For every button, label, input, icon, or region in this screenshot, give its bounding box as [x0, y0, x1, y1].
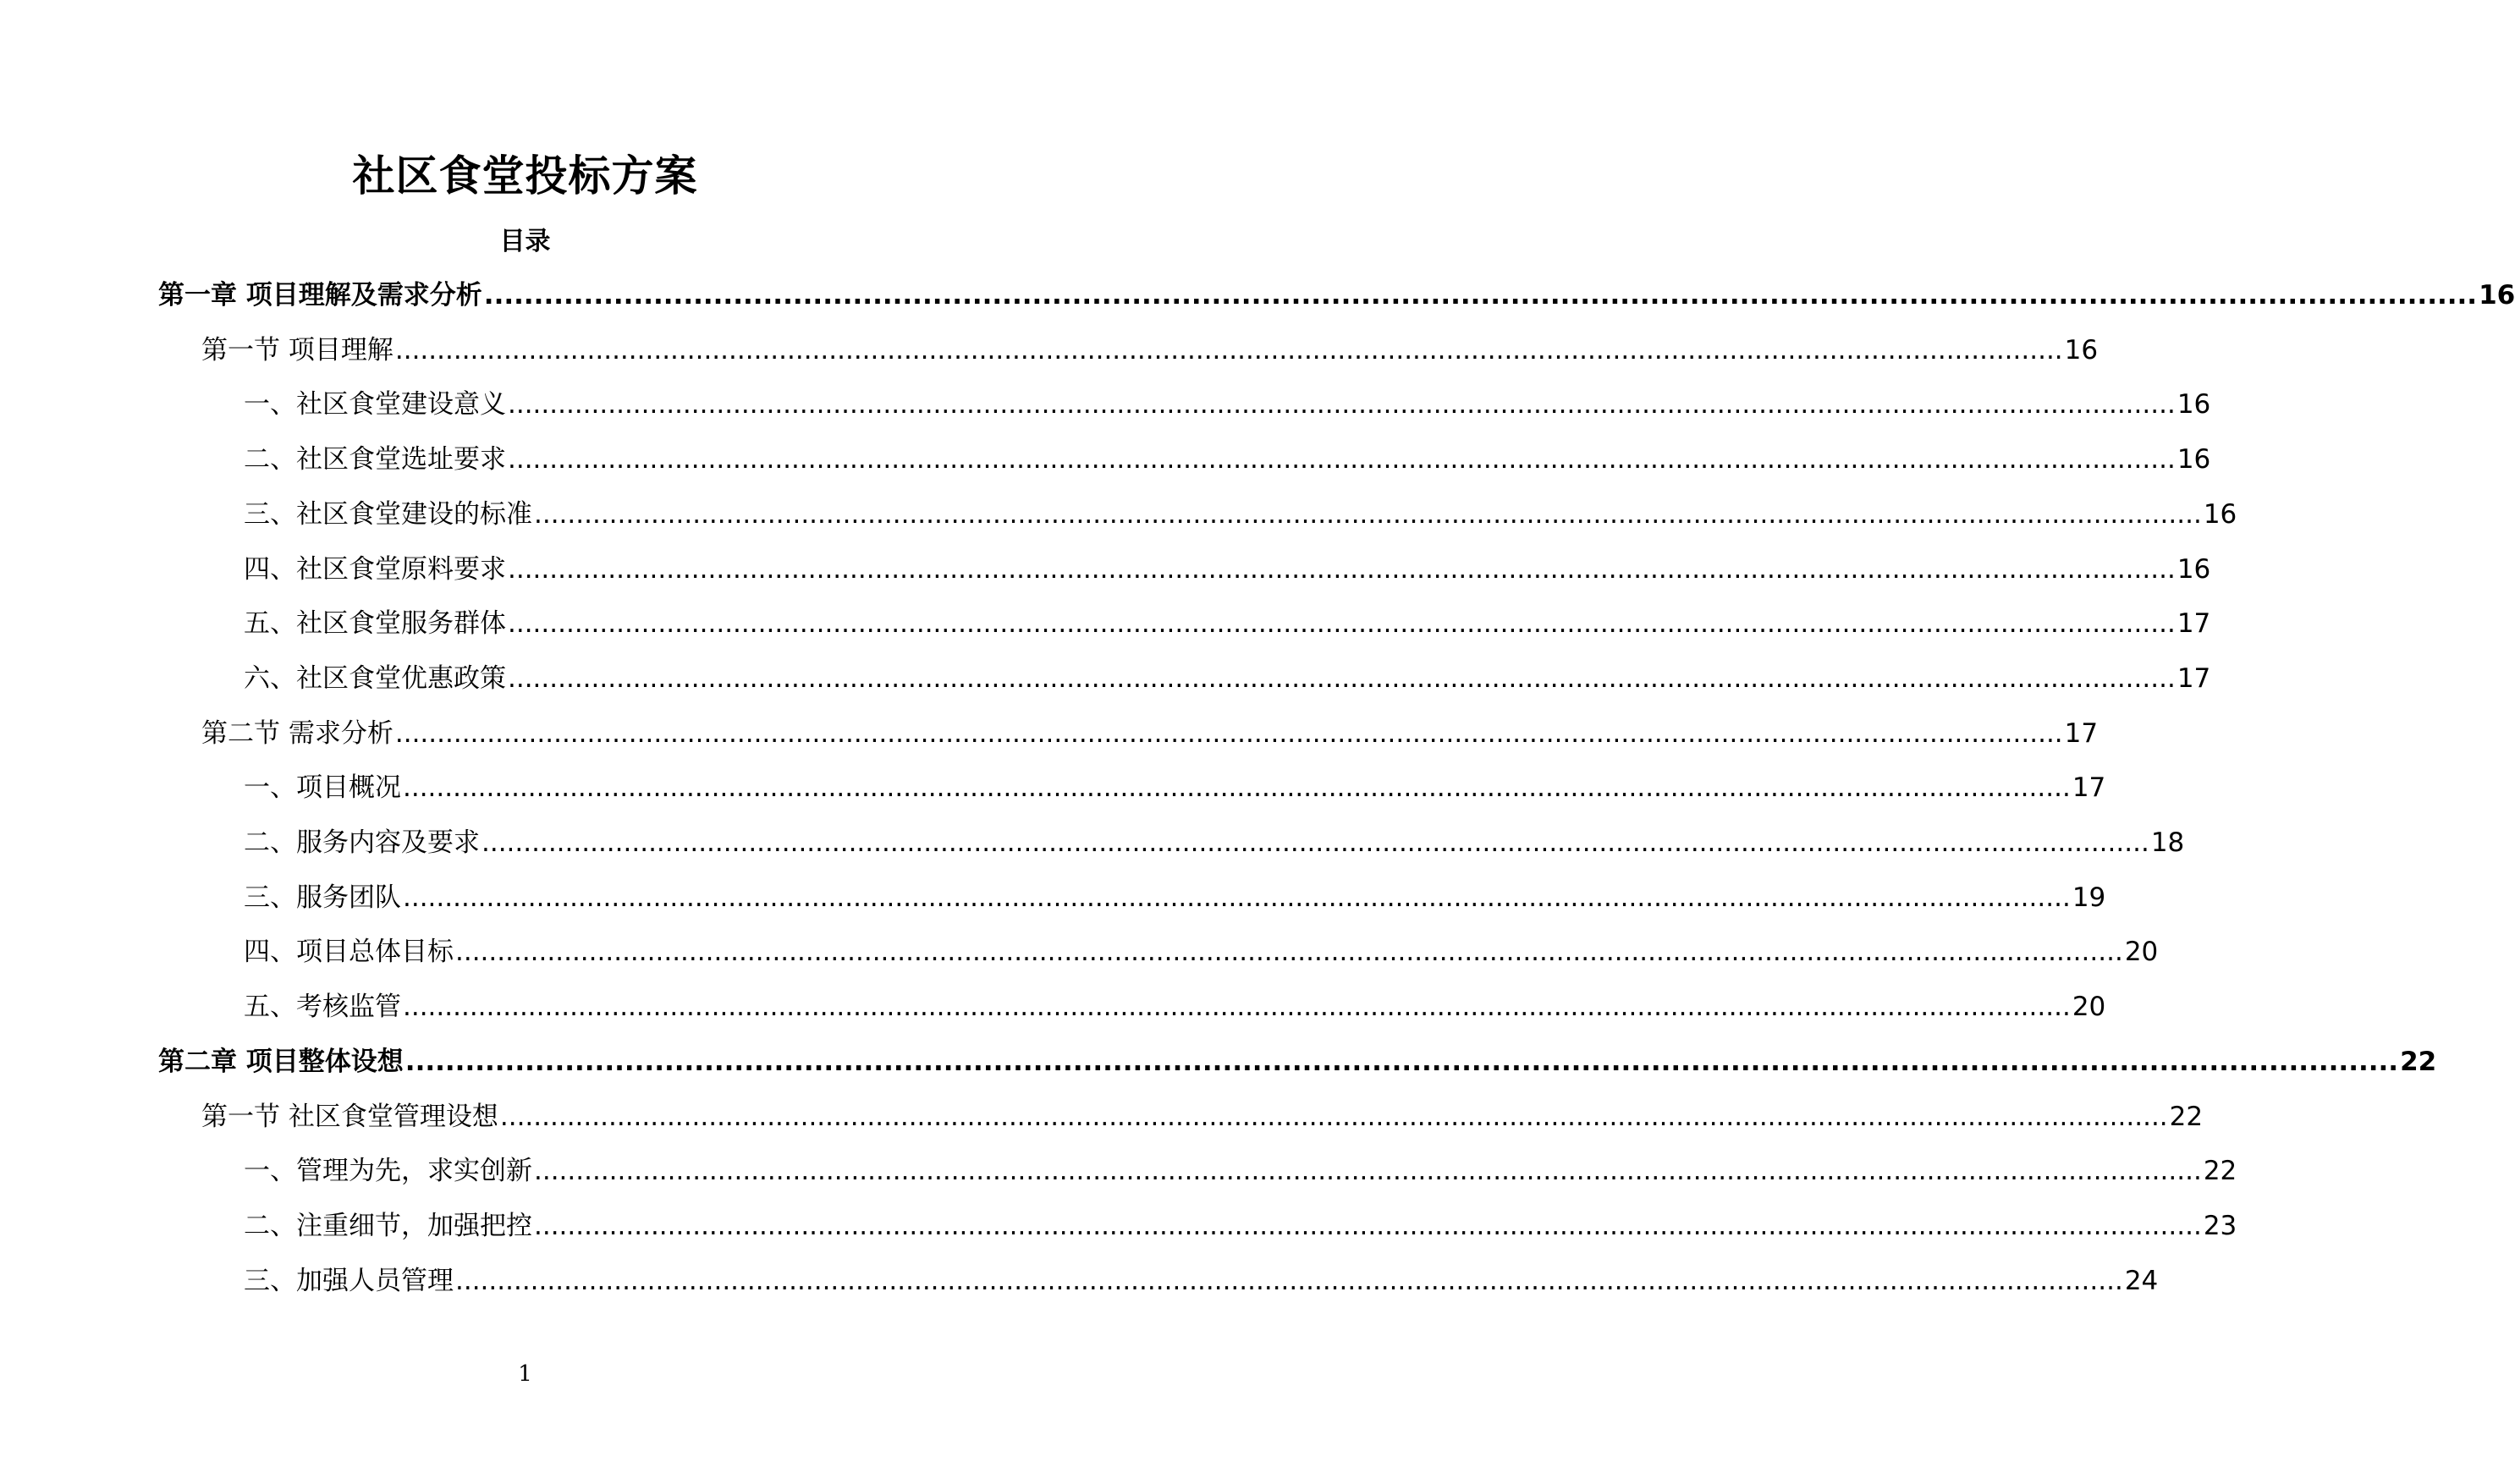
toc-entry-title: 第一节 项目理解: [201, 334, 393, 366]
toc-entry[interactable]: [201, 330, 2099, 371]
toc-dot-leader: ........................................................................................................................................................................................................: [483, 280, 2478, 311]
toc-entry-page: 17: [2177, 662, 2211, 694]
toc-entry-title: 三、社区食堂建设的标准: [244, 498, 532, 530]
toc-dot-leader: ........................................................................................................................................................................................................: [403, 772, 2071, 804]
toc-dot-leader: ........................................................................................................................................................................................................: [455, 1265, 2123, 1296]
toc-dot-leader: ........................................................................................................................................................................................................: [534, 498, 2202, 530]
toc-entry-title: 第一章 项目理解及需求分析: [158, 280, 482, 311]
toc-entry-title: 五、考核监管: [244, 992, 401, 1023]
toc-entry[interactable]: [244, 877, 2106, 918]
toc-entry-title: 四、项目总体目标: [244, 937, 454, 968]
toc-entry[interactable]: [244, 603, 2211, 644]
toc-entry[interactable]: [244, 439, 2211, 480]
toc-dot-leader: ........................................................................................................................................................................................................: [394, 334, 2063, 366]
toc-entry[interactable]: [244, 1261, 2159, 1301]
toc-dot-leader: ........................................................................................................................................................................................................: [508, 444, 2176, 475]
toc-entry[interactable]: [244, 658, 2211, 699]
toc-entry[interactable]: [244, 932, 2159, 972]
toc-entry[interactable]: [244, 1206, 2237, 1246]
toc-entry-page: 18: [2150, 827, 2185, 858]
toc-entry-page: 20: [2124, 937, 2159, 968]
toc-dot-leader: ........................................................................................................................................................................................................: [403, 992, 2071, 1023]
toc-entry-title: 三、服务团队: [244, 882, 401, 913]
toc-dot-leader: ........................................................................................................................................................................................................: [508, 608, 2176, 640]
toc-dot-leader: ........................................................................................................................................................................................................: [534, 1210, 2202, 1241]
toc-entry[interactable]: [244, 1151, 2237, 1191]
toc-entry-page: 23: [2203, 1210, 2237, 1241]
toc-entry[interactable]: [158, 1042, 2437, 1082]
toc-dot-leader: ........................................................................................................................................................................................................: [482, 827, 2149, 858]
toc-entry-title: 第二节 需求分析: [201, 717, 393, 749]
toc-entry-title: 一、项目概况: [244, 772, 401, 804]
toc-dot-leader: ........................................................................................................................................................................................................: [455, 937, 2123, 968]
toc-entry-title: 四、社区食堂原料要求: [244, 553, 506, 585]
toc-entry-page: 17: [2177, 608, 2211, 640]
toc-entry-title: 六、社区食堂优惠政策: [244, 662, 506, 694]
toc-entry-title: 二、社区食堂选址要求: [244, 444, 506, 475]
toc-entry-title: 一、社区食堂建设意义: [244, 389, 506, 420]
toc-entry-title: 二、注重细节，加强把控: [244, 1210, 532, 1241]
toc-dot-leader: ........................................................................................................................................................................................................: [404, 1046, 2399, 1077]
toc-entry-page: 16: [2479, 280, 2515, 311]
toc-entry[interactable]: [244, 384, 2211, 425]
toc-entry-page: 16: [2064, 334, 2099, 366]
toc-dot-leader: ........................................................................................................................................................................................................: [534, 1156, 2202, 1187]
toc-dot-leader: ........................................................................................................................................................................................................: [499, 1101, 2168, 1132]
toc-entry-page: 16: [2177, 444, 2211, 475]
toc-entry[interactable]: [244, 987, 2106, 1027]
toc-heading: 目录: [499, 227, 551, 256]
toc-dot-leader: ........................................................................................................................................................................................................: [508, 662, 2176, 694]
toc-entry-page: 16: [2177, 553, 2211, 585]
toc-entry[interactable]: [201, 1097, 2204, 1137]
toc-entry-title: 第二章 项目整体设想: [158, 1046, 404, 1077]
toc-entry-page: 24: [2124, 1265, 2159, 1296]
toc-entry[interactable]: [244, 822, 2185, 863]
document-title: 社区食堂投标方案: [352, 151, 698, 201]
toc-dot-leader: ........................................................................................................................................................................................................: [403, 882, 2071, 913]
toc-entry[interactable]: [244, 549, 2211, 590]
toc-entry-page: 17: [2072, 772, 2106, 804]
toc-entry-title: 一、管理为先，求实创新: [244, 1156, 532, 1187]
toc-entry[interactable]: [158, 275, 2515, 316]
toc-entry-page: 22: [2203, 1156, 2237, 1187]
toc-dot-leader: ........................................................................................................................................................................................................: [508, 553, 2176, 585]
toc-entry-title: 三、加强人员管理: [244, 1265, 454, 1296]
toc-entry-page: 22: [2400, 1046, 2437, 1077]
toc-entry-page: 16: [2177, 389, 2211, 420]
toc-entry-page: 20: [2072, 992, 2106, 1023]
toc-entry-page: 16: [2203, 498, 2237, 530]
toc-entry-page: 19: [2072, 882, 2106, 913]
toc-entry[interactable]: [244, 494, 2237, 535]
toc-entry[interactable]: [201, 713, 2099, 754]
toc-entry-page: 22: [2169, 1101, 2204, 1132]
page-number: 1: [518, 1361, 532, 1387]
toc-entry-page: 17: [2064, 717, 2099, 749]
toc-dot-leader: ........................................................................................................................................................................................................: [394, 717, 2063, 749]
toc-entry[interactable]: [244, 767, 2106, 808]
toc-entry-title: 五、社区食堂服务群体: [244, 608, 506, 640]
toc-entry-title: 第一节 社区食堂管理设想: [201, 1101, 498, 1132]
toc-entry-title: 二、服务内容及要求: [244, 827, 480, 858]
toc-dot-leader: ........................................................................................................................................................................................................: [508, 389, 2176, 420]
